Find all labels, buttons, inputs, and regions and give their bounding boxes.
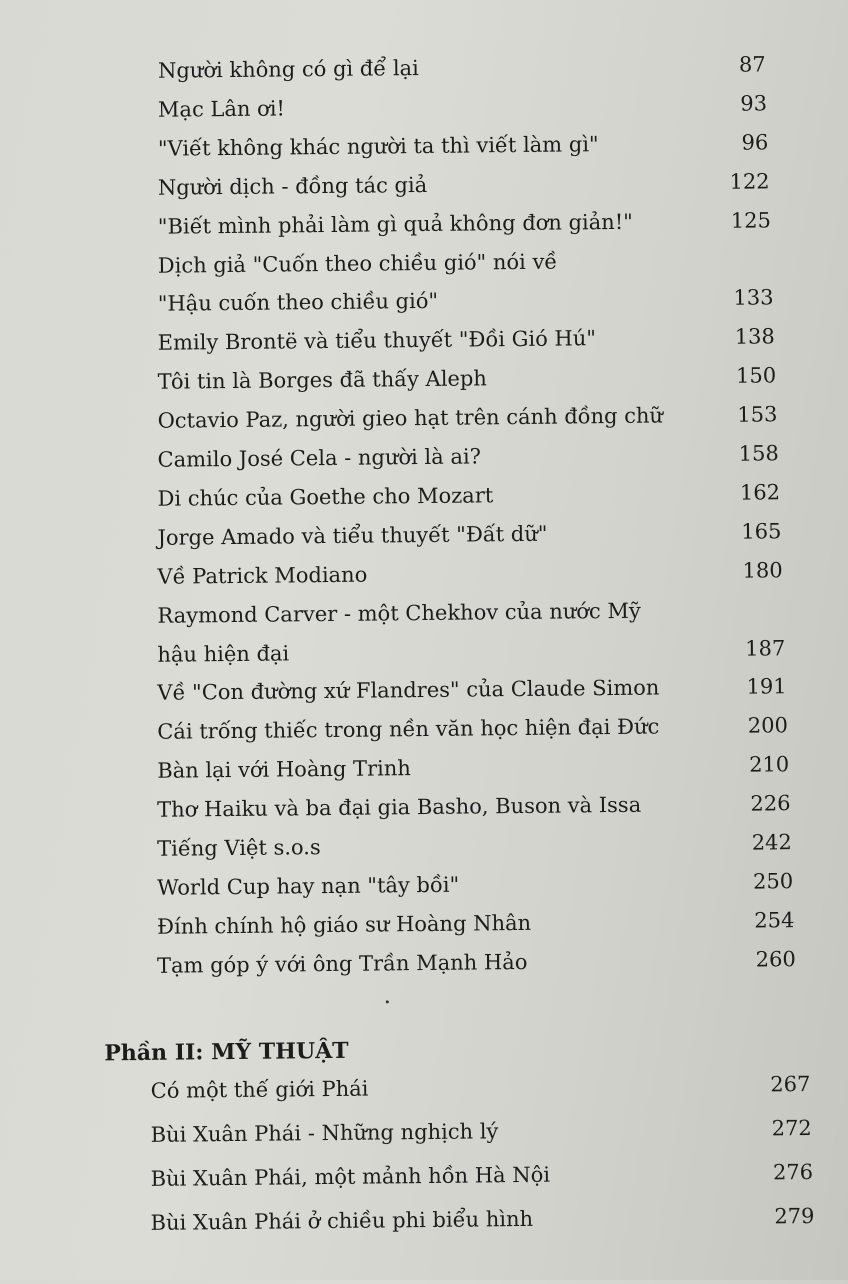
toc-entry-title: "Viết không khác người ta thì viết làm gì" <box>157 131 599 161</box>
toc-entry-page-number: 267 <box>770 1071 811 1097</box>
toc-entry-title: hậu hiện đại <box>157 640 290 667</box>
toc-entry-page-number: 250 <box>752 869 794 894</box>
toc-entry-title: Bùi Xuân Phái ở chiều phi biểu hình <box>150 1206 534 1235</box>
toc-entry-title: Emily Brontë và tiểu thuyết "Đồi Gió Hú" <box>157 326 597 356</box>
toc-entry-title: Có một thế giới Phái <box>150 1076 369 1103</box>
toc-entry-title: Octavio Paz, người gieo hạt trên cánh đồng chữ <box>157 403 664 433</box>
toc-entry-page-number: 162 <box>739 480 781 505</box>
toc-entry-page-number: 133 <box>733 285 774 311</box>
toc-entry-title: Dịch giả "Cuốn theo chiều gió" nói về <box>157 249 558 278</box>
toc-entry-title: Tôi tin là Borges đã thấy Aleph <box>157 366 488 394</box>
toc-entry-page-number: 93 <box>740 91 768 116</box>
toc-entry-page-number: 165 <box>741 519 782 544</box>
toc-entry-page-number: 260 <box>755 946 796 972</box>
toc-entry-title: Tiếng Việt s.o.s <box>157 835 321 861</box>
toc-entry-page-number: 200 <box>747 713 789 738</box>
toc-entry-page-number: 279 <box>774 1203 815 1229</box>
toc-entry-page-number: 125 <box>730 207 772 233</box>
toc-entry-title: Người dịch - đồng tác giả <box>157 172 428 200</box>
toc-entry-page-number: 210 <box>748 752 790 777</box>
toc-entry-title: Người không có gì để lại <box>157 56 419 83</box>
toc-entry-page-number: 138 <box>734 324 775 350</box>
toc-entry-page-number: 187 <box>745 635 786 661</box>
toc-entry-title: Về "Con đường xứ Flandres" của Claude Simon <box>157 675 660 706</box>
toc-entry-page-number: 254 <box>754 907 795 933</box>
toc-entry-title: "Hậu cuốn theo chiều gió" <box>157 289 439 317</box>
toc-entry-page-number: 276 <box>772 1159 814 1185</box>
toc-entry-page-number: 191 <box>746 674 787 700</box>
toc-entry-page-number: 87 <box>738 52 766 77</box>
toc-entry-page-number: 180 <box>742 557 783 583</box>
toc-entry-title: Jorge Amado và tiểu thuyết "Đất dữ" <box>157 521 548 550</box>
toc-entry-title: Tạm góp ý với ông Trần Mạnh Hảo <box>156 949 528 978</box>
toc-entry-title: Raymond Carver - một Chekhov của nước Mỹ <box>157 598 641 628</box>
section-heading-part2: Phần II: MỸ THUẬT <box>104 1037 349 1067</box>
toc-entry-page-number: 242 <box>751 830 792 855</box>
toc-entry-title: Bùi Xuân Phái - Những nghịch lý <box>150 1119 499 1147</box>
toc-entry-title: Bàn lại với Hoàng Trinh <box>157 756 411 783</box>
toc-entry-page-number: 153 <box>737 402 778 427</box>
toc-entry-title: Bùi Xuân Phái, một mảnh hồn Hà Nội <box>150 1162 551 1191</box>
toc-entry-page-number: 272 <box>771 1115 812 1141</box>
toc-entry-title: Đính chính hộ giáo sư Hoàng Nhân <box>156 910 532 939</box>
toc-entry-page-number: 226 <box>750 791 791 816</box>
toc-entry-title: Di chúc của Goethe cho Mozart <box>157 483 494 511</box>
toc-entry-page-number: 96 <box>741 130 769 155</box>
toc-entry-page-number: 158 <box>738 441 779 466</box>
toc-entry-title: Thơ Haiku và ba đại gia Basho, Buson và Issa <box>157 792 642 822</box>
toc-entry-title: Về Patrick Modiano <box>157 562 368 589</box>
toc-entry-title: Mạc Lân ơi! <box>157 96 286 122</box>
toc-entry-title: Camilo José Cela - người là ai? <box>157 444 482 472</box>
toc-entry-page-number: 150 <box>735 363 777 388</box>
toc-entry-title: World Cup hay nạn "tây bồi" <box>157 872 460 900</box>
toc-entry-page-number: 122 <box>729 169 770 194</box>
toc-entry-title: Cái trống thiếc trong nền văn học hiện đại Đức <box>157 714 660 745</box>
decorative-dot <box>386 1000 389 1003</box>
toc-entry-title: "Biết mình phải làm gì quả không đơn giản!" <box>157 209 633 239</box>
